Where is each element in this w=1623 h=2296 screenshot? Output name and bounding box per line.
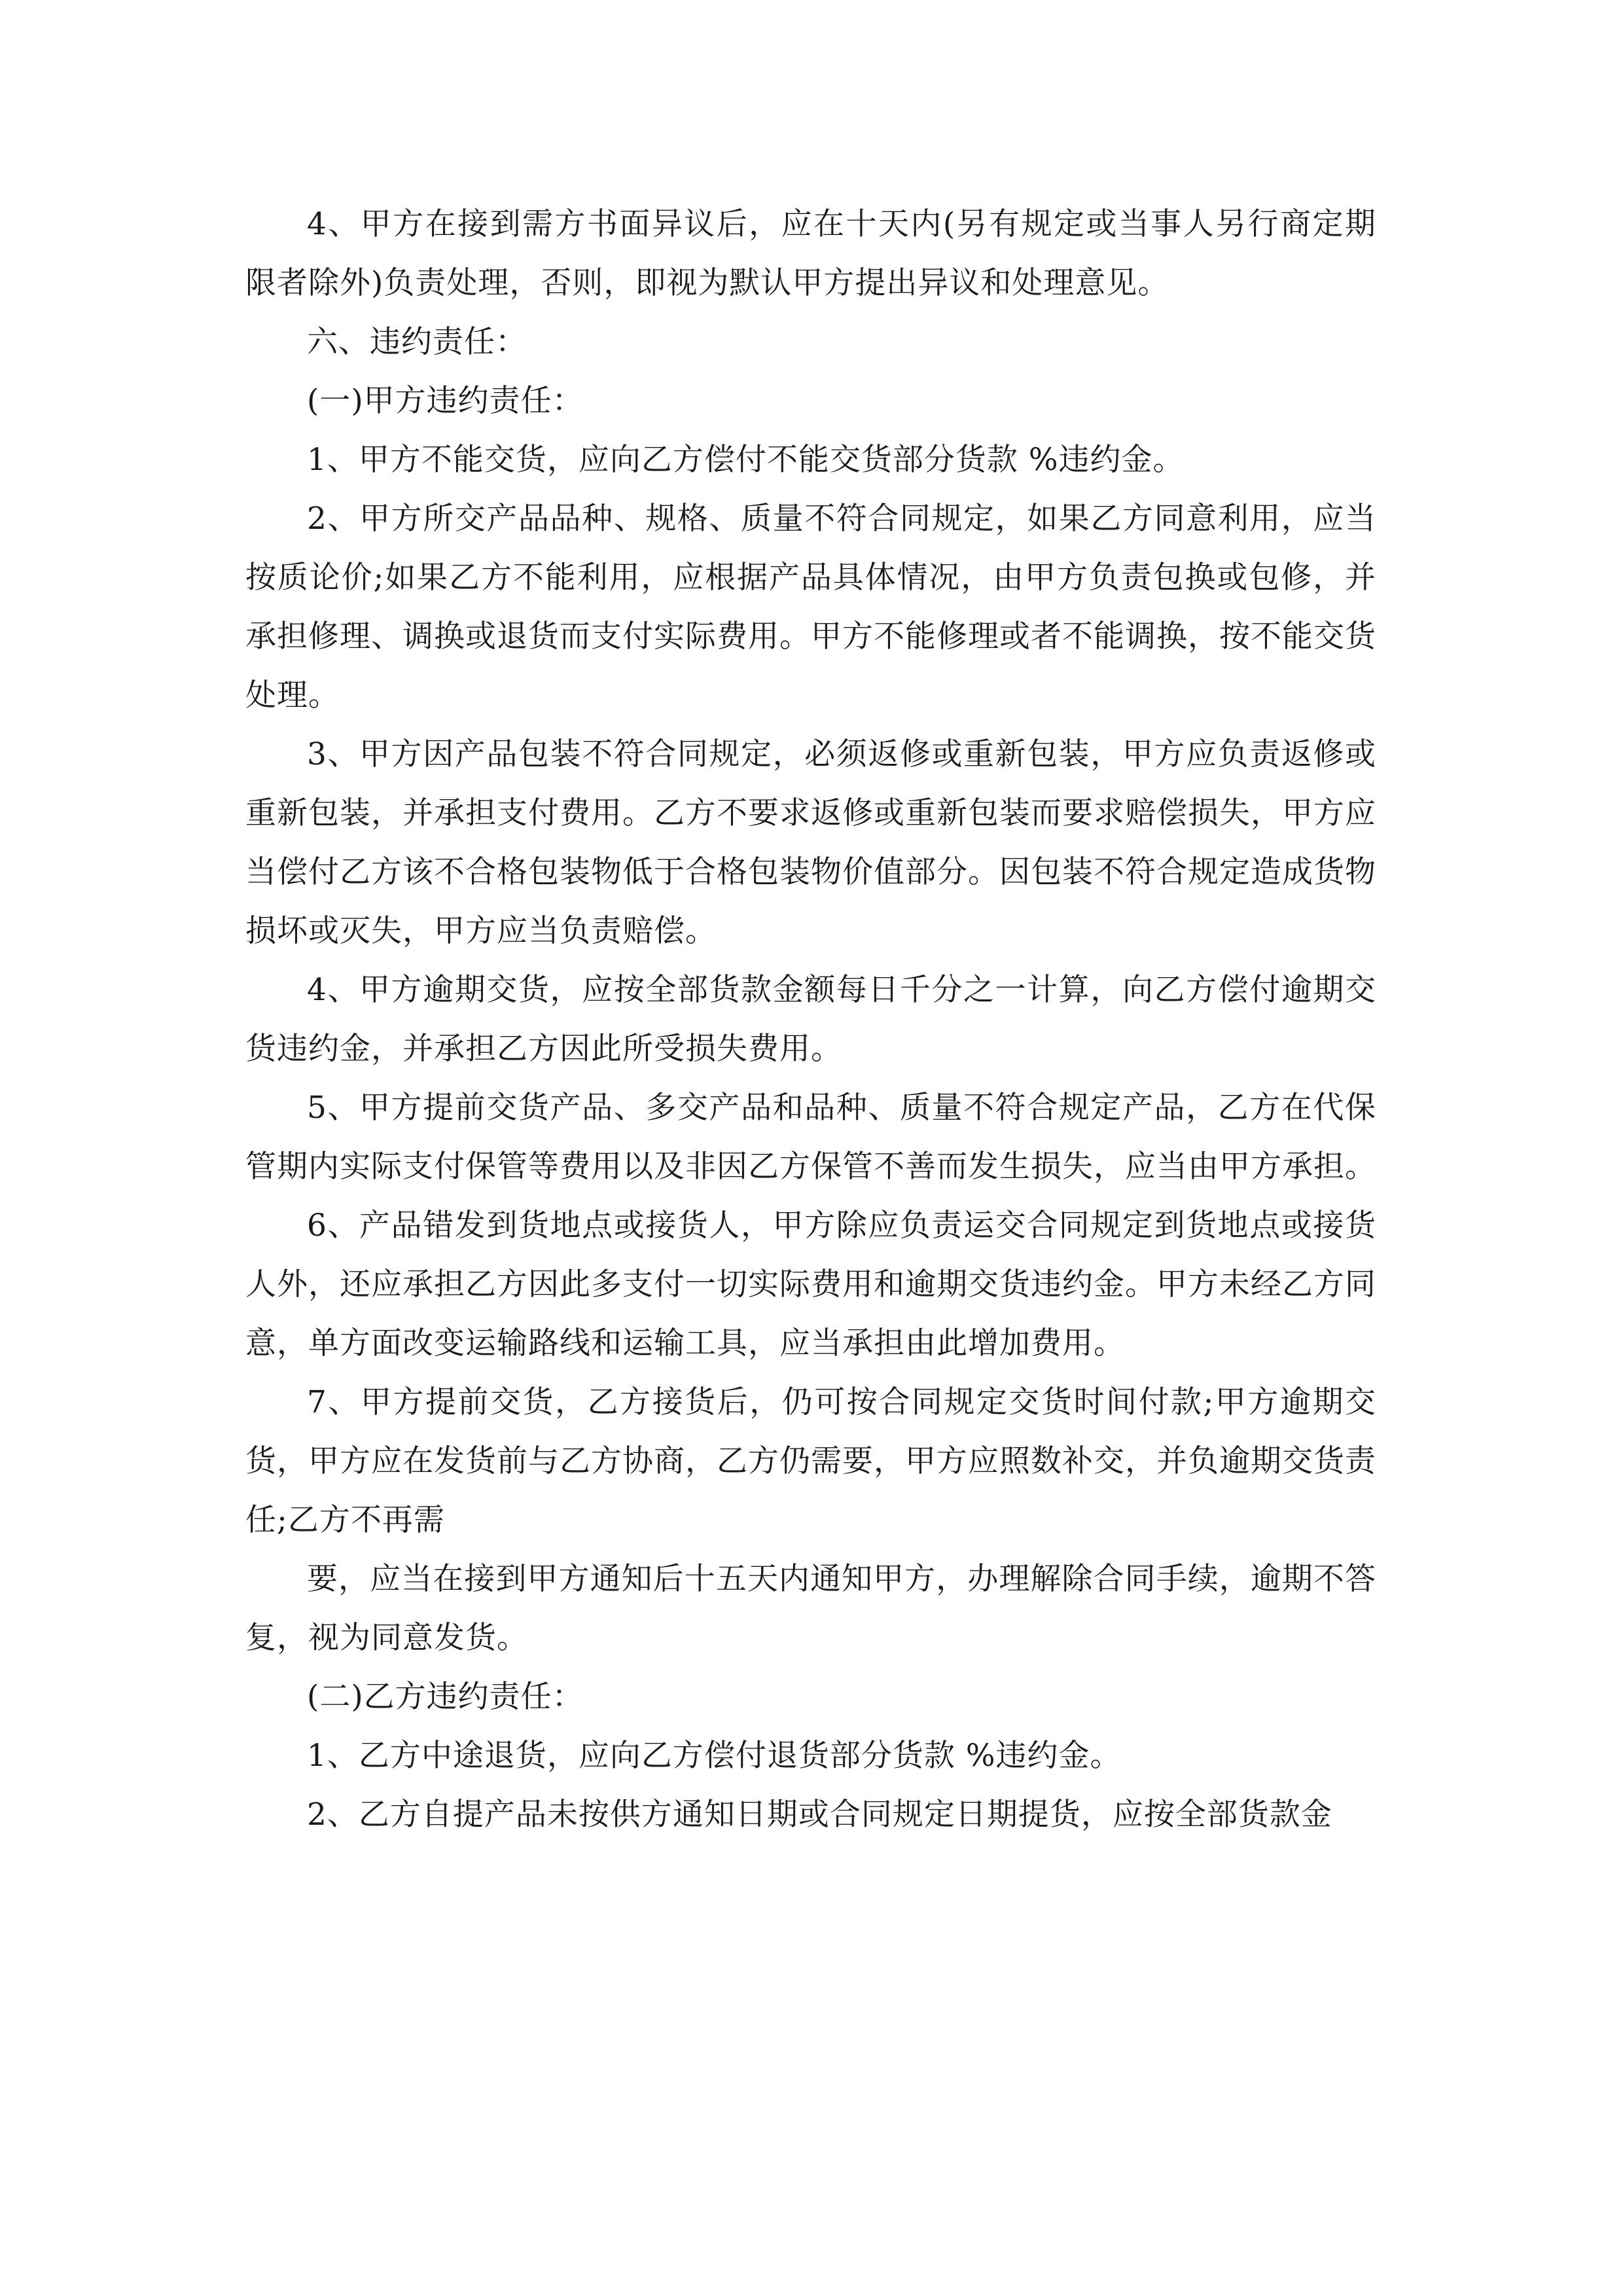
paragraph-8: 7、甲方提前交货，乙方接货后，仍可按合同规定交货时间付款;甲方逾期交货，甲方应在发货前与乙方协商，乙方仍需要，甲方应照数补交，并负逾期交货责任;乙方不再需 — [245, 1384, 1376, 1538]
paragraph-11: 2、乙方自提产品未按供方通知日期或合同规定日期提货，应按全部货款金 — [307, 1797, 1332, 1833]
paragraph-9: 要，应当在接到甲方通知后十五天内通知甲方，办理解除合同手续，逾期不答复，视为同意发货。 — [245, 1561, 1376, 1656]
paragraph-1: 4、甲方在接到需方书面异议后，应在十天内(另有规定或当事人另行商定期限者除外)负责处理，否则，即视为默认甲方提出异议和处理意见。 — [245, 206, 1376, 301]
paragraph-10: 1、乙方中途退货，应向乙方偿付退货部分货款 %违约金。 — [307, 1738, 1122, 1774]
paragraph-6: 5、甲方提前交货产品、多交产品和品种、质量不符合规定产品，乙方在代保管期内实际支付保管等费用以及非因乙方保管不善而发生损失，应当由甲方承担。 — [245, 1090, 1376, 1185]
paragraph-4: 3、甲方因产品包装不符合同规定，必须返修或重新包装，甲方应负责返修或重新包装，并承担支付费用。乙方不要求返修或重新包装而要求赔偿损失，甲方应当偿付乙方该不合格包装物低于合格包装物价值部分。因包装不符合规定造成货物损坏或灭失，甲方应当负责赔偿。 — [245, 736, 1376, 949]
paragraph-7: 6、产品错发到货地点或接货人，甲方除应负责运交合同规定到货地点或接货人外，还应承担乙方因此多支付一切实际费用和逾期交货违约金。甲方未经乙方同意，单方面改变运输路线和运输工具，应当承担由此增加费用。 — [245, 1208, 1376, 1361]
paragraph-2: 1、甲方不能交货，应向乙方偿付不能交货部分货款 %违约金。 — [307, 442, 1185, 478]
subsection-heading-party-b: (二)乙方违约责任： — [307, 1679, 584, 1715]
section-heading-breach-liability: 六、违约责任： — [307, 324, 527, 360]
paragraph-3: 2、甲方所交产品品种、规格、质量不符合同规定，如果乙方同意利用，应当按质论价;如果乙方不能利用，应根据产品具体情况，由甲方负责包换或包修，并承担修理、调换或退货而支付实际费用。甲方不能修理或者不能调换，按不能交货处理。 — [245, 501, 1376, 713]
subsection-heading-party-a: (一)甲方违约责任： — [307, 383, 584, 419]
paragraph-5: 4、甲方逾期交货，应按全部货款金额每日千分之一计算，向乙方偿付逾期交货违约金，并承担乙方因此所受损失费用。 — [245, 972, 1376, 1067]
document-page — [245, 195, 1376, 1844]
